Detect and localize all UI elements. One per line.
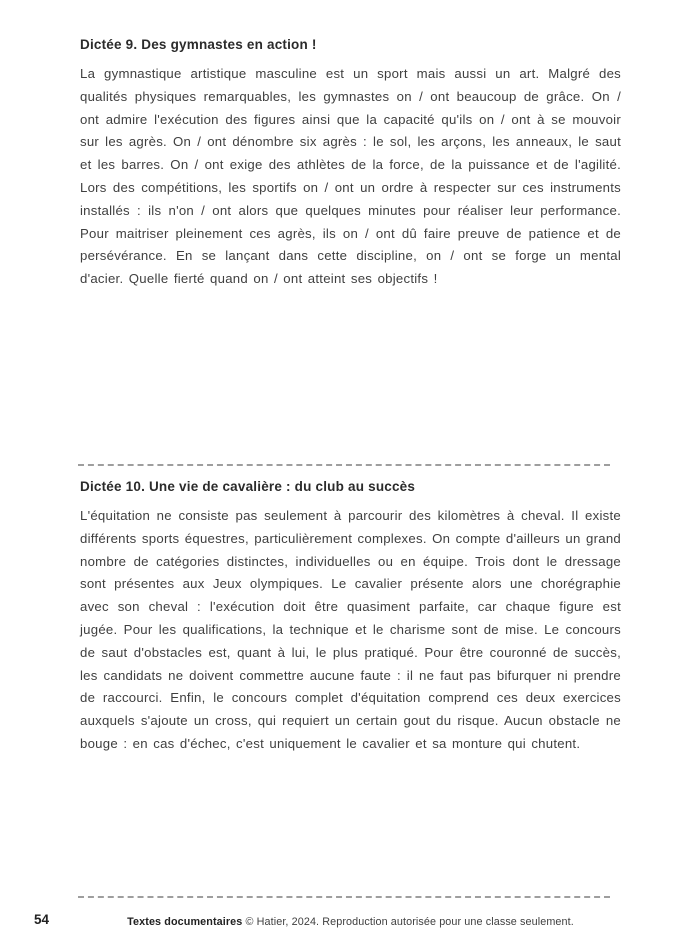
dictee-9-body: La gymnastique artistique masculine est un sport mais aussi un art. Malgré des qualités physiques remarquables, les gymnastes on / ont beaucoup de grâce. On / ont admire l'exécution des figures ainsi que la capacité qu'ils on / ont à se mouvoir sur les agrès. On / ont dénombre six agrès : le sol, les arçons, les anneaux, le saut et les barres. On / ont exige des athlètes de la force, de la puissance et de l'agilité. Lors des compétitions, les sportifs on / ont un ordre à respecter sur ces instruments installés : ils n'on / ont alors que quelques minutes pour réaliser leur performance. Pour maitriser pleinement ces agrès, ils on / ont dû faire preuve de patience et de persévérance. En se lançant dans cette discipline, on / ont se forge un mental d'acier. Quelle fierté quand on / ont atteint ses objectifs ! [80,66,621,287]
dictee-9-section [80,37,621,291]
dictee-9-title: Dictée 9. Des gymnastes en action ! [80,37,317,52]
dashed-separator-top [78,464,610,466]
footer-credit [80,916,621,928]
page-number: 54 [34,912,50,927]
dictee-10-body: L'équitation ne consiste pas seulement à parcourir des kilomètres à cheval. Il existe différents sports équestres, particulièrement complexes. On compte d'ailleurs un grand nombre de catégories distinctes, individuelles ou en équipe. Trois dont le dressage sont présentes aux Jeux olympiques. Le cavalier présente alors une chorégraphie avec son cheval : l'exécution doit être quasiment parfaite, car chaque figure est jugée. Pour les qualifications, la technique et le charisme sont de mise. Le concours de saut d'obstacles est, quant à lui, le plus pratiqué. Pour être couronné de succès, les candidats ne doivent commettre aucune faute : il ne faut pas bifurquer ni prendre de raccourci. Enfin, le concours complet d'équitation comprend ces deux exercices auxquels s'ajoute un cross, qui requiert un certain gout du risque. Aucun obstacle ne bouge : en cas d'échec, c'est uniquement le cavalier et sa monture qui chutent. [80,508,621,751]
footer-series-label: Textes documentaires [127,916,243,928]
footer-copyright-text: © Hatier, 2024. Reproduction autorisée pour une classe seulement. [242,916,574,928]
dashed-separator-bottom [78,896,610,898]
dictee-10-title: Dictée 10. Une vie de cavalière : du club au succès [80,479,416,494]
dictee-10-section [80,479,621,756]
